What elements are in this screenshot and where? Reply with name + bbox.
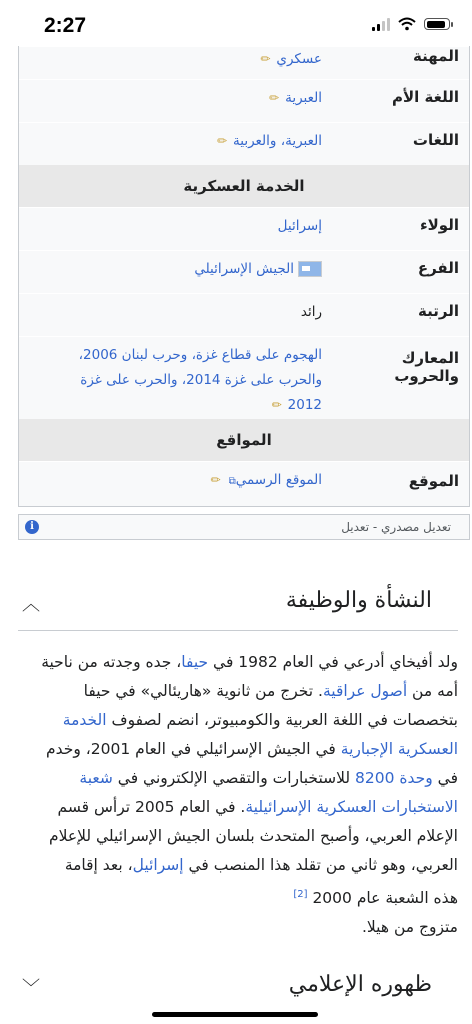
- section-divider: [18, 630, 458, 631]
- battery-icon: [424, 18, 450, 30]
- battles-line[interactable]: 2012: [287, 397, 322, 413]
- infobox-label: اللغة الأم: [392, 88, 459, 106]
- infobox-label: الموقع: [408, 472, 459, 490]
- link-israel[interactable]: إسرائيل: [132, 856, 184, 874]
- flag-icon: [298, 261, 322, 277]
- infobox-label: الولاء: [419, 216, 459, 234]
- infobox-value[interactable]: العبرية✏: [19, 80, 330, 122]
- infobox-value[interactable]: عسكري✏: [19, 47, 330, 79]
- edit-pencil-icon[interactable]: ✏: [210, 473, 221, 487]
- infobox-section-military: الخدمة العسكرية: [19, 165, 469, 207]
- link-haifa[interactable]: حيفا: [181, 653, 209, 671]
- section-header-early-life[interactable]: [18, 588, 458, 618]
- external-link-icon: ⧉: [228, 476, 236, 487]
- section-header-media[interactable]: [18, 972, 458, 1002]
- infobox-row-battles: [19, 336, 469, 419]
- infobox-row-occupation: [19, 46, 469, 79]
- infobox-row-allegiance: [19, 207, 469, 250]
- article-paragraph: ولد أفيخاي أدرعي في العام 1982 في حيفا، جده وجدته من ناحية أمه من أصول عراقية. تخرج من ثانوية «هاريئالي» في حيفا بتخصصات في اللغة العربية والكومبيوتر، انضم لصفوف الخدمة العسكرية الإجبارية في الجيش الإسرائيلي في العام 2001، وخدم في وحدة 8200 للاستخبارات والتقصي الإلكتروني في شعبة الاستخبارات العسكرية الإسرائيلية. في العام 2005 ترأس قسم الإعلام العربي، وأصبح المتحدث بلسان الجيش الإسرائيلي للإعلام العربي، وهو ثاني من تقلد هذا المنصب في إسرائيل، بعد إقامة هذه الشعبة عام 2000 [2] متزوج من هيلا.: [41, 653, 458, 937]
- infobox-label: الرتبة: [418, 302, 459, 320]
- infobox-value[interactable]: [19, 462, 330, 506]
- chevron-down-icon[interactable]: ﹀: [22, 978, 40, 999]
- infobox: [18, 46, 470, 507]
- edit-pencil-icon[interactable]: ✏: [260, 52, 271, 66]
- edit-links[interactable]: تعديل مصدري - تعديل: [341, 520, 451, 534]
- edit-pencil-icon[interactable]: ✏: [216, 134, 228, 148]
- infobox-row-languages: [19, 122, 469, 165]
- home-indicator[interactable]: [152, 1012, 318, 1017]
- link-intelligence[interactable]: الاستخبارات العسكرية الإسرائيلية: [245, 798, 458, 816]
- info-icon[interactable]: i: [25, 520, 39, 534]
- infobox-label: المهنة: [413, 47, 459, 65]
- infobox-row-native-language: [19, 79, 469, 122]
- official-site-link[interactable]: الموقع الرسمي: [235, 472, 322, 488]
- infobox-edit-bar: [18, 514, 470, 540]
- wifi-icon: [398, 17, 416, 31]
- link-iraqi-origins[interactable]: أصول عراقية: [322, 682, 408, 700]
- infobox-value: رائد: [300, 304, 322, 320]
- battles-line[interactable]: الهجوم على قطاع غزة، وحرب لبنان 2006،: [78, 347, 322, 363]
- link-military-service[interactable]: الخدمة: [62, 711, 107, 729]
- infobox-value[interactable]: العبرية، والعربية✏: [19, 123, 330, 165]
- edit-pencil-icon[interactable]: ✏: [271, 398, 282, 412]
- link-military-service[interactable]: العسكرية الإجبارية: [340, 740, 458, 758]
- infobox-section-sites: المواقع: [19, 419, 469, 461]
- infobox-row-website: [19, 461, 469, 506]
- section-title: النشأة والوظيفة: [285, 588, 432, 613]
- link-unit-8200[interactable]: وحدة 8200: [355, 769, 433, 787]
- status-icons: [372, 17, 450, 31]
- infobox-label: الفرع: [417, 259, 459, 277]
- infobox-label: المعارك والحروب: [394, 349, 459, 385]
- status-bar: [0, 0, 472, 52]
- status-time: 2:27: [44, 14, 87, 37]
- signal-icon: [372, 17, 390, 31]
- link-intelligence[interactable]: شعبة: [79, 769, 113, 787]
- section-title: ظهوره الإعلامي: [288, 972, 432, 997]
- reference-link[interactable]: [2]: [293, 889, 308, 900]
- infobox-value-battles[interactable]: [19, 337, 330, 419]
- infobox-row-branch: [19, 250, 469, 293]
- edit-pencil-icon[interactable]: ✏: [269, 91, 280, 105]
- infobox-value[interactable]: الجيش الإسرائيلي: [19, 251, 330, 293]
- infobox-label: اللغات: [412, 131, 459, 149]
- infobox-value[interactable]: إسرائيل: [277, 218, 322, 234]
- battles-line[interactable]: والحرب على غزة 2014، والحرب على غزة: [80, 372, 322, 388]
- chevron-up-icon[interactable]: ︿: [22, 594, 40, 615]
- infobox-row-rank: [19, 293, 469, 336]
